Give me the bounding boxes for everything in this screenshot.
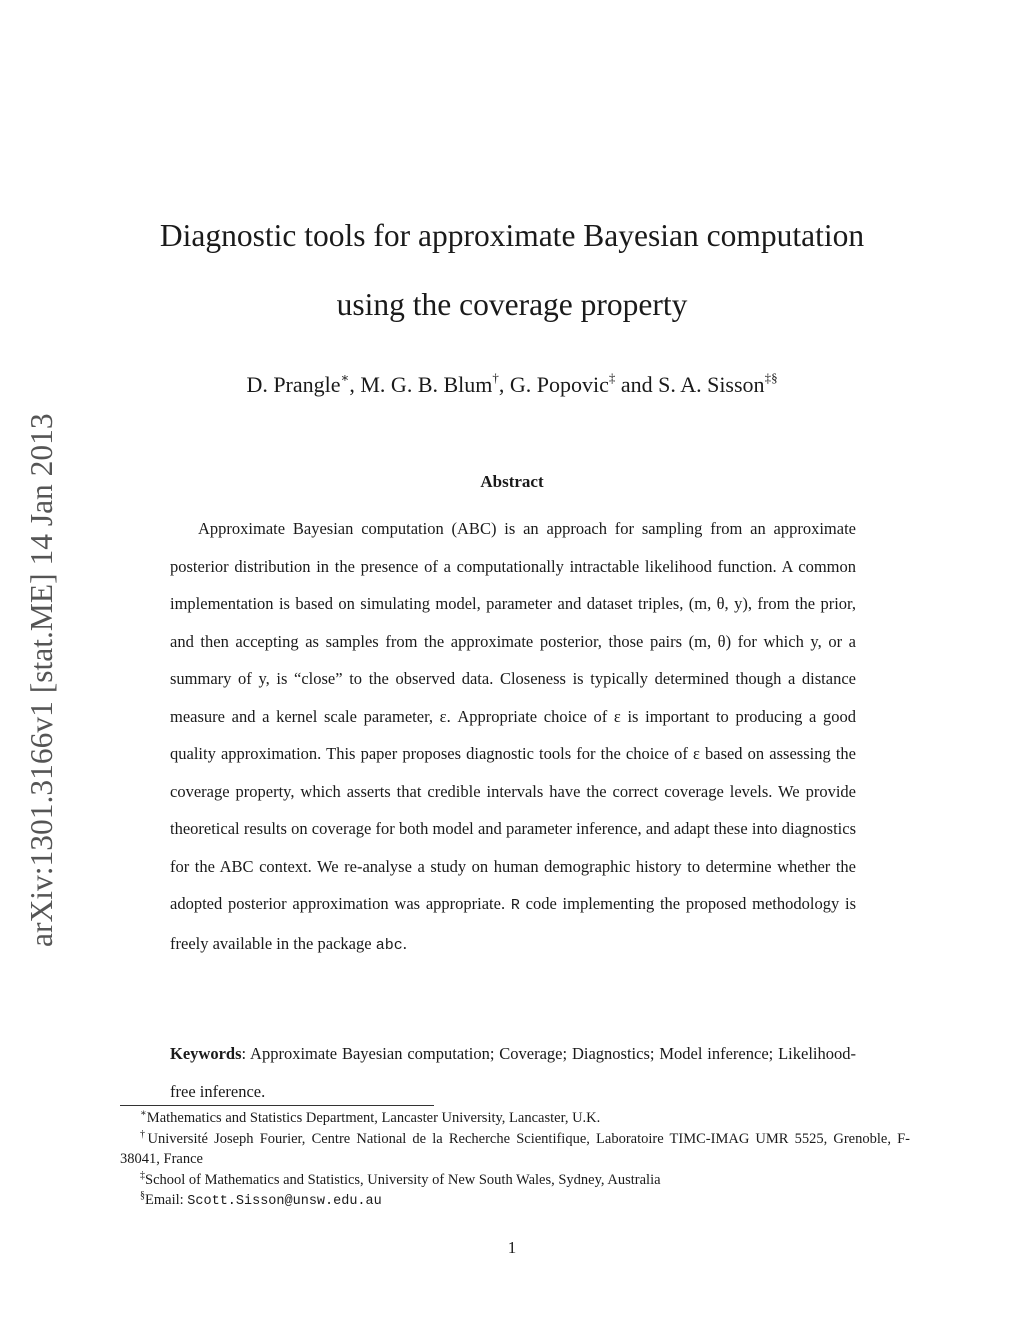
footnote-1-mark: ∗ bbox=[140, 1108, 147, 1119]
paper-title-line-2: using the coverage property bbox=[336, 287, 688, 322]
author-separator: , bbox=[498, 372, 510, 397]
footnote-2-text: Université Joseph Fourier, Centre National de la Recherche Scientifique, Laboratoire TIMC-IMAG UMR 5525, Grenoble, F-38041, France bbox=[120, 1130, 910, 1167]
footnote-4-text: Email: bbox=[145, 1192, 188, 1208]
abstract-body bbox=[170, 510, 856, 964]
paper-title-line-1: Diagnostic tools for approximate Bayesian computation bbox=[159, 218, 865, 253]
abstract-text-main: Approximate Bayesian computation (ABC) is an approach for sampling from an approximate posterior distribution in the presence of a computationally intractable likelihood function. A common implementation is based on simulating model, parameter and dataset triples, (m, θ, y), from the prior, and then accepting as samples from the approximate posterior, those pairs (m, θ) for which y, or a summary of y, is “close” to the observed data. Closeness is typically determined though a distance measure and a kernel scale parameter, ε. Appropriate choice of ε is important to producing a good quality approximation. This paper proposes diagnostic tools for the choice of ε based on assessing the coverage property, which asserts that credible intervals have the correct coverage levels. We provide theoretical results on coverage for both model and parameter inference, and adapt these into diagnostics for the ABC context. We re-analyse a study on human demographic history to determine whether the adopted posterior approximation was appropriate. bbox=[170, 519, 856, 913]
footnote-rule bbox=[120, 1105, 434, 1106]
author-blum: M. G. B. Blum bbox=[360, 372, 493, 397]
author-prangle: D. Prangle bbox=[246, 372, 341, 397]
footnote-2 bbox=[120, 1129, 910, 1170]
keywords-text: : Approximate Bayesian computation; Coverage; Diagnostics; Model inference; Likelihood-free inference. bbox=[170, 1044, 856, 1101]
footnote-1-text: Mathematics and Statistics Department, Lancaster University, Lancaster, U.K. bbox=[146, 1110, 601, 1126]
footnote-2-mark: † bbox=[140, 1128, 148, 1140]
footnote-3 bbox=[120, 1170, 910, 1191]
author-blum-mark: † bbox=[492, 370, 499, 385]
abstract-code-package: abc bbox=[375, 936, 403, 954]
footnote-4-mark: § bbox=[140, 1190, 145, 1201]
footnote-3-text: School of Mathematics and Statistics, University of New South Wales, Sydney, Australia bbox=[145, 1171, 661, 1188]
author-sisson: S. A. Sisson bbox=[658, 372, 765, 397]
contact-email[interactable]: Scott.Sisson@unsw.edu.au bbox=[187, 1194, 382, 1209]
footnote-4 bbox=[120, 1190, 910, 1213]
keywords-paragraph bbox=[170, 1035, 856, 1110]
author-separator: and bbox=[615, 372, 659, 397]
author-prangle-mark: ∗ bbox=[340, 370, 350, 385]
author-list bbox=[100, 372, 924, 398]
abstract-text-end: . bbox=[402, 933, 407, 953]
page-number: 1 bbox=[507, 1238, 517, 1257]
author-popovic-mark: ‡ bbox=[608, 370, 616, 385]
arxiv-identifier-stamp bbox=[19, 362, 65, 947]
abstract-heading: Abstract bbox=[480, 472, 544, 491]
footnote-1 bbox=[120, 1108, 910, 1129]
author-popovic: G. Popovic bbox=[509, 372, 609, 397]
footnote-3-mark: ‡ bbox=[140, 1169, 145, 1181]
footnotes bbox=[120, 1108, 910, 1213]
arxiv-identifier-text: arXiv:1301.3166v1 [stat.ME] 14 Jan 2013 bbox=[24, 413, 59, 947]
abstract-code-r: R bbox=[510, 897, 520, 914]
author-sisson-mark: ‡§ bbox=[764, 370, 778, 385]
author-separator: , bbox=[349, 372, 361, 397]
keywords-label: Keywords bbox=[170, 1044, 242, 1063]
abstract-text-continued: code implementing the proposed methodology is freely available in the package bbox=[170, 894, 856, 953]
